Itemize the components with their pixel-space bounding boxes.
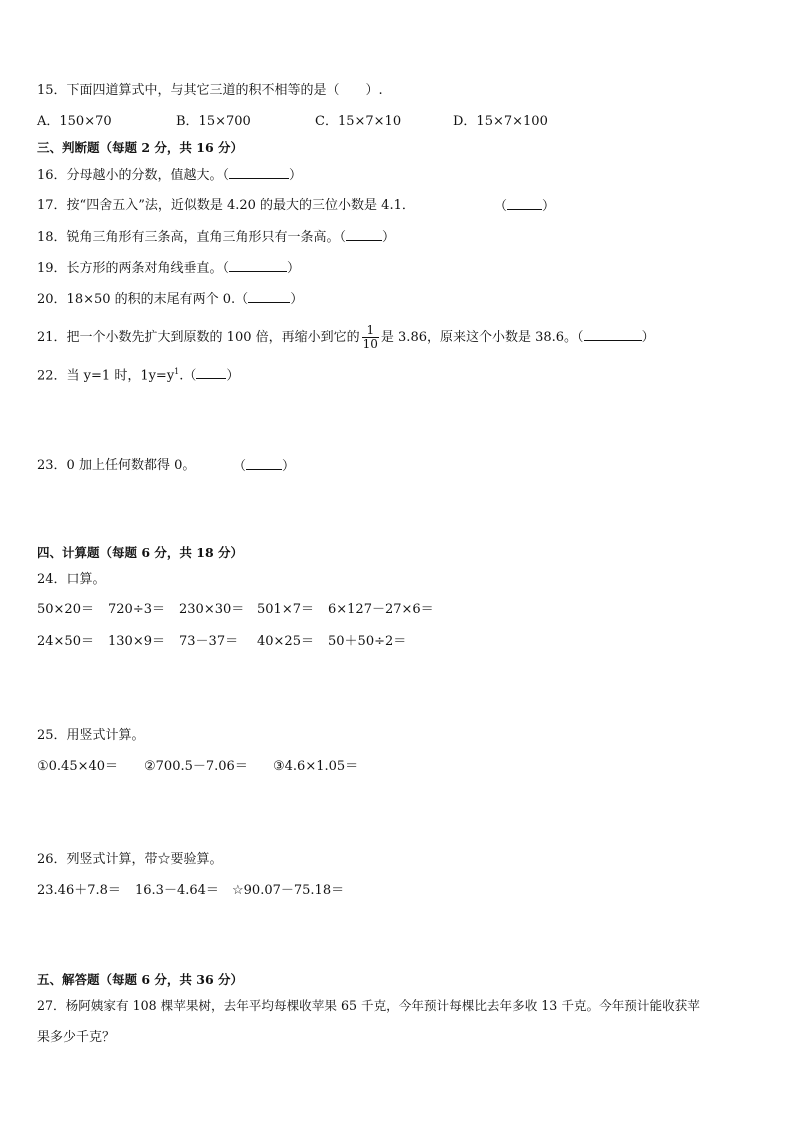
- question-15: [37, 82, 383, 100]
- question-18-text: 18．锐角三角形有三条高，直角三角形只有一条高。（: [37, 230, 347, 245]
- section-3-title: 三、判断题（每题 2 分，共 16 分）: [37, 140, 244, 155]
- question-25: 25．用竖式计算。: [37, 728, 145, 743]
- oral-calc-item: 6×127－27×6＝: [328, 602, 434, 617]
- oral-calc-item: 50×20＝: [37, 602, 94, 617]
- question-22: [37, 363, 239, 385]
- oral-calc-item: 50＋50÷2＝: [328, 634, 407, 649]
- answer-blank-17[interactable]: [507, 197, 542, 210]
- answer-blank-19[interactable]: [229, 259, 287, 272]
- q15-option-b: B．15×700: [176, 114, 251, 129]
- fraction-denominator: 10: [362, 337, 378, 351]
- question-16: [37, 166, 302, 185]
- question-22-text: 22．当 y=1 时，1y=y: [37, 368, 175, 384]
- vertical-calc-item: ☆90.07－75.18＝: [232, 883, 345, 898]
- question-15-text: 15．下面四道算式中，与其它三道的积不相等的是（ ）.: [37, 83, 383, 98]
- question-21: [37, 324, 655, 351]
- answer-blank-23[interactable]: [246, 457, 282, 470]
- paren-close: ）: [542, 199, 556, 214]
- q15-option-d: D．15×7×100: [453, 114, 548, 129]
- question-17-text: 17．按“四舍五入”法，近似数是 4.20 的最大的三位小数是 4.1．: [37, 198, 415, 213]
- oral-calc-item: 40×25＝: [257, 634, 314, 649]
- question-23: [37, 457, 195, 475]
- question-17: [37, 197, 415, 215]
- q15-option-a: A．150×70: [37, 114, 112, 129]
- answer-blank-21[interactable]: [584, 328, 642, 341]
- question-21-text-after: 是 3.86，原来这个小数是 38.6。（: [380, 330, 584, 345]
- question-19: [37, 259, 300, 278]
- oral-calc-item: 720÷3＝: [108, 602, 165, 617]
- paren-open: （: [233, 459, 247, 474]
- question-26: 26．列竖式计算，带☆要验算。: [37, 852, 223, 867]
- paren-close: ）: [290, 292, 304, 307]
- fraction-one-tenth: [362, 324, 379, 351]
- oral-calc-item: 73－37＝: [179, 634, 239, 649]
- answer-blank-18[interactable]: [346, 228, 382, 241]
- paren-close: ）: [282, 459, 296, 474]
- oral-calc-item: 230×30＝: [179, 602, 245, 617]
- paren-close: ）: [382, 230, 396, 245]
- question-20: [37, 290, 303, 309]
- paren-close: ）: [641, 330, 655, 345]
- question-16-text: 16．分母越小的分数，值越大。（: [37, 168, 230, 183]
- question-20-text: 20．18×50 的积的末尾有两个 0.（: [37, 292, 249, 307]
- vertical-calc-item: 16.3－4.64＝: [135, 883, 219, 898]
- oral-calc-item: 501×7＝: [257, 602, 314, 617]
- question-27-line-1: 27．杨阿姨家有 108 棵苹果树，去年平均每棵收苹果 65 千克，今年预计每棵比去年多收 13 千克。今年预计能收获苹: [37, 998, 700, 1013]
- q15-option-c: C．15×7×10: [315, 114, 402, 129]
- paren-close: ）: [287, 261, 301, 276]
- answer-blank-20[interactable]: [248, 290, 290, 303]
- question-22-tail: .（: [179, 368, 197, 384]
- question-18: [37, 228, 395, 247]
- q17-answer: [494, 197, 555, 216]
- vertical-calc-item: ①0.45×40＝: [37, 759, 119, 774]
- answer-blank-22[interactable]: [196, 366, 226, 379]
- question-27-line-2: 果多少千克？: [37, 1030, 116, 1045]
- section-4-title: 四、计算题（每题 6 分，共 18 分）: [37, 545, 244, 560]
- vertical-calc-item: ②700.5－7.06＝: [144, 759, 248, 774]
- section-5-title: 五、解答题（每题 6 分，共 36 分）: [37, 972, 244, 987]
- exponent: 1: [174, 367, 180, 376]
- vertical-calc-item: ③4.6×1.05＝: [273, 759, 359, 774]
- fraction-numerator: 1: [366, 323, 375, 337]
- vertical-calc-item: 23.46＋7.8＝: [37, 883, 121, 898]
- answer-blank-16[interactable]: [229, 166, 289, 179]
- question-19-text: 19．长方形的两条对角线垂直。（: [37, 261, 230, 276]
- paren-close: ）: [226, 368, 240, 384]
- paren-close: ）: [289, 168, 303, 183]
- question-23-text: 23．0 加上任何数都得 0。: [37, 458, 196, 473]
- oral-calc-item: 24×50＝: [37, 634, 94, 649]
- question-21-text-before: 21．把一个小数先扩大到原数的 100 倍，再缩小到它的: [37, 330, 360, 345]
- oral-calc-item: 130×9＝: [108, 634, 165, 649]
- question-24: 24．口算。: [37, 572, 106, 587]
- q23-answer: [233, 457, 295, 476]
- paren-open: （: [494, 199, 508, 214]
